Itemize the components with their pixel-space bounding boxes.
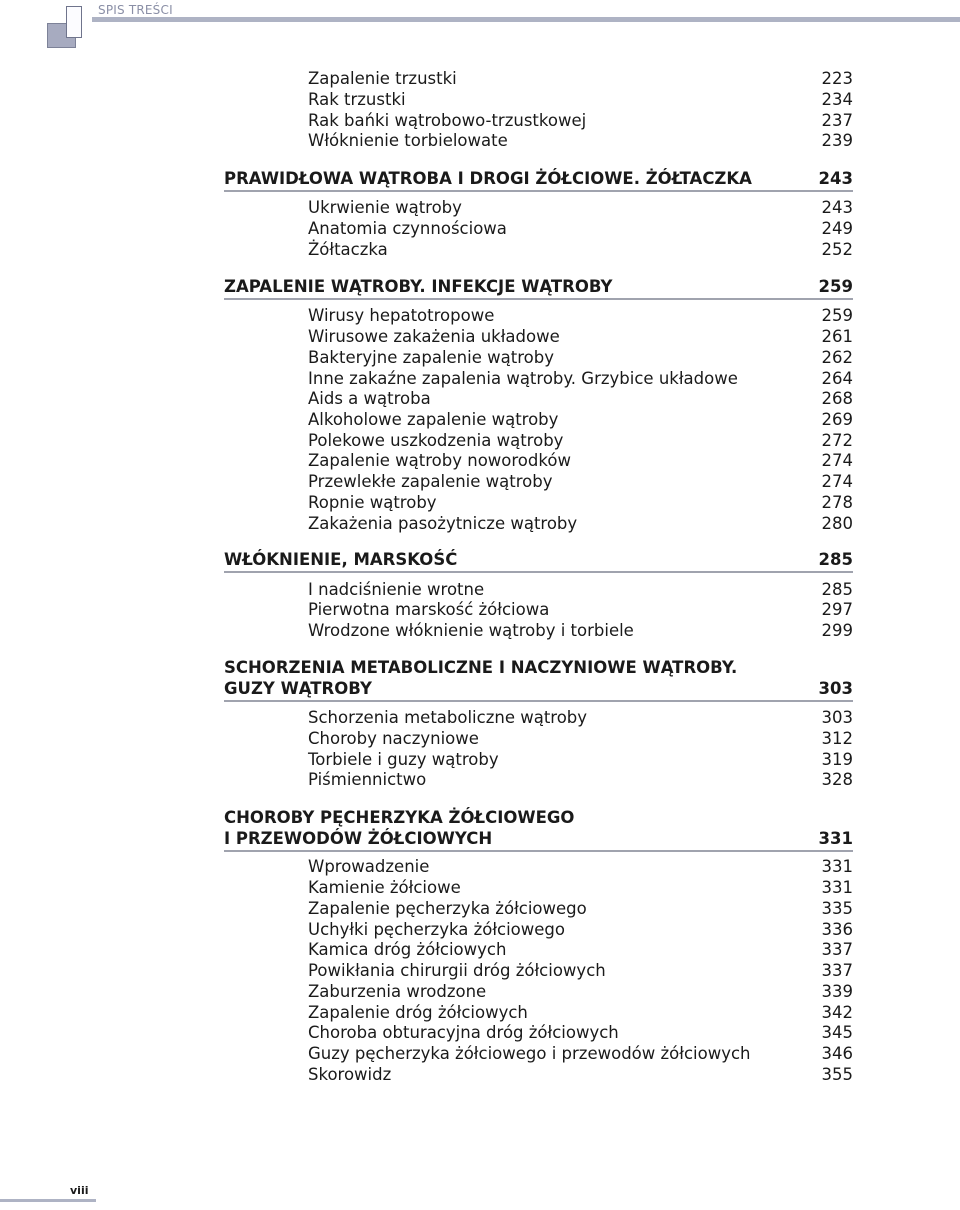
section-title-line-2: GUZY WĄTROBY xyxy=(224,679,372,698)
toc-entry-page: 252 xyxy=(821,240,853,259)
toc-entry-page: 274 xyxy=(821,472,853,491)
toc-entry-title: Uchyłki pęcherzyka żółciowego xyxy=(308,920,565,939)
toc-entry[interactable] xyxy=(308,750,853,770)
toc-entry-title: Guzy pęcherzyka żółciowego i przewodów żółciowych xyxy=(308,1044,751,1063)
toc-entry-title: Rak trzustki xyxy=(308,90,406,109)
toc-section-heading[interactable] xyxy=(224,657,853,702)
toc-section-heading[interactable] xyxy=(224,168,853,192)
toc-entry-page: 239 xyxy=(821,131,853,150)
toc-entry[interactable] xyxy=(308,1065,853,1085)
toc-entry-page: 342 xyxy=(821,1003,853,1022)
toc-entry[interactable] xyxy=(308,708,853,728)
toc-entry[interactable] xyxy=(308,982,853,1002)
section-page: 331 xyxy=(818,829,853,848)
section-page: 243 xyxy=(818,169,853,188)
toc-entry[interactable] xyxy=(308,770,853,790)
toc-entry-title: I nadciśnienie wrotne xyxy=(308,580,485,599)
section-title: PRAWIDŁOWA WĄTROBA I DROGI ŻÓŁCIOWE. ŻÓŁTACZKA xyxy=(224,169,752,188)
toc-entry-page: 268 xyxy=(821,389,853,408)
toc-entry-title: Anatomia czynnościowa xyxy=(308,219,507,238)
toc-entry-title: Powikłania chirurgii dróg żółciowych xyxy=(308,961,606,980)
toc-entry-title: Inne zakaźne zapalenia wątroby. Grzybice układowe xyxy=(308,369,738,388)
header-rule xyxy=(92,17,960,22)
toc-entry-title: Alkoholowe zapalenie wątroby xyxy=(308,410,559,429)
toc-entry-title: Kamica dróg żółciowych xyxy=(308,940,507,959)
toc-entry-page: 299 xyxy=(821,621,853,640)
toc-entry-page: 297 xyxy=(821,600,853,619)
toc-entry[interactable] xyxy=(308,410,853,430)
toc-entry[interactable] xyxy=(308,90,853,110)
toc-entry[interactable] xyxy=(308,1023,853,1043)
toc-entry-title: Włóknienie torbielowate xyxy=(308,131,508,150)
toc-entry-title: Rak bańki wątrobowo-trzustkowej xyxy=(308,111,587,130)
toc-entry-title: Aids a wątroba xyxy=(308,389,431,408)
toc-entry-title: Bakteryjne zapalenie wątroby xyxy=(308,348,554,367)
toc-entry-page: 319 xyxy=(821,750,853,769)
section-page: 303 xyxy=(818,679,853,698)
toc-section-heading[interactable] xyxy=(224,807,853,852)
toc-entry-title: Piśmiennictwo xyxy=(308,770,427,789)
toc-entry[interactable] xyxy=(308,348,853,368)
section-title-line-1: SCHORZENIA METABOLICZNE I NACZYNIOWE WĄTROBY. xyxy=(224,658,738,677)
toc-entry[interactable] xyxy=(308,327,853,347)
toc-entry-title: Wirusowe zakażenia układowe xyxy=(308,327,560,346)
toc-section-heading[interactable] xyxy=(224,549,853,573)
toc-entry-title: Zakażenia pasożytnicze wątroby xyxy=(308,514,578,533)
toc-entry-page: 337 xyxy=(821,961,853,980)
toc-section-heading[interactable] xyxy=(224,276,853,300)
toc-entry-page: 274 xyxy=(821,451,853,470)
footer-page-number: viii xyxy=(70,1184,89,1197)
header-title: SPIS TREŚCI xyxy=(98,3,173,17)
toc-entry-title: Zapalenie trzustki xyxy=(308,69,457,88)
toc-entry[interactable] xyxy=(308,514,853,534)
toc-entry[interactable] xyxy=(308,920,853,940)
toc-entry-title: Zapalenie dróg żółciowych xyxy=(308,1003,528,1022)
toc-entry[interactable] xyxy=(308,729,853,749)
toc-entry-title: Przewlekłe zapalenie wątroby xyxy=(308,472,553,491)
toc-entry-page: 331 xyxy=(821,878,853,897)
toc-entry[interactable] xyxy=(308,131,853,151)
toc-entry-title: Ukrwienie wątroby xyxy=(308,198,462,217)
toc-entry[interactable] xyxy=(308,961,853,981)
toc-entry[interactable] xyxy=(308,369,853,389)
toc-entry-title: Skorowidz xyxy=(308,1065,392,1084)
toc-entry-page: 234 xyxy=(821,90,853,109)
toc-entry[interactable] xyxy=(308,431,853,451)
section-title: ZAPALENIE WĄTROBY. INFEKCJE WĄTROBY xyxy=(224,277,613,296)
toc-entry-page: 259 xyxy=(821,306,853,325)
section-page: 285 xyxy=(818,550,853,569)
toc-entry-page: 339 xyxy=(821,982,853,1001)
toc-entry-page: 272 xyxy=(821,431,853,450)
toc-entry-page: 355 xyxy=(821,1065,853,1084)
toc-entry-title: Zapalenie wątroby noworodków xyxy=(308,451,571,470)
toc-entry-page: 331 xyxy=(821,857,853,876)
toc-entry-page: 285 xyxy=(821,580,853,599)
toc-entry[interactable] xyxy=(308,198,853,218)
section-page: 259 xyxy=(818,277,853,296)
toc-entry-title: Wprowadzenie xyxy=(308,857,430,876)
toc-entry[interactable] xyxy=(308,451,853,471)
toc-entry[interactable] xyxy=(308,69,853,89)
toc-entry[interactable] xyxy=(308,306,853,326)
section-title: WŁÓKNIENIE, MARSKOŚĆ xyxy=(224,550,458,569)
toc-entry[interactable] xyxy=(308,219,853,239)
toc-entry-page: 243 xyxy=(821,198,853,217)
toc-entry[interactable] xyxy=(308,493,853,513)
toc-entry[interactable] xyxy=(308,899,853,919)
section-title-line-1: CHOROBY PĘCHERZYKA ŻÓŁCIOWEGO xyxy=(224,808,575,827)
toc-entry-title: Schorzenia metaboliczne wątroby xyxy=(308,708,588,727)
toc-entry-page: 335 xyxy=(821,899,853,918)
toc-entry-title: Pierwotna marskość żółciowa xyxy=(308,600,550,619)
toc-entry-page: 223 xyxy=(821,69,853,88)
toc-entry[interactable] xyxy=(308,621,853,641)
toc-entry[interactable] xyxy=(308,389,853,409)
toc-entry-title: Torbiele i guzy wątroby xyxy=(308,750,499,769)
toc-entry[interactable] xyxy=(308,600,853,620)
toc-entry-page: 337 xyxy=(821,940,853,959)
toc-entry-page: 264 xyxy=(821,369,853,388)
toc-entry[interactable] xyxy=(308,1044,853,1064)
toc-entry-page: 346 xyxy=(821,1044,853,1063)
toc-entry-page: 249 xyxy=(821,219,853,238)
header-square-small xyxy=(66,6,82,38)
toc-entry[interactable] xyxy=(308,878,853,898)
section-title-line-2: I PRZEWODÓW ŻÓŁCIOWYCH xyxy=(224,829,493,848)
toc-entry[interactable] xyxy=(308,857,853,877)
toc-entry-title: Zapalenie pęcherzyka żółciowego xyxy=(308,899,587,918)
toc-entry-title: Wirusy hepatotropowe xyxy=(308,306,495,325)
toc-entry-page: 237 xyxy=(821,111,853,130)
toc-entry-page: 261 xyxy=(821,327,853,346)
toc-entry[interactable] xyxy=(308,940,853,960)
toc-entry-title: Ropnie wątroby xyxy=(308,493,437,512)
toc-entry-page: 328 xyxy=(821,770,853,789)
toc-entry-title: Wrodzone włóknienie wątroby i torbiele xyxy=(308,621,634,640)
toc-entry[interactable] xyxy=(308,1003,853,1023)
toc-entry[interactable] xyxy=(308,472,853,492)
toc-entry-page: 278 xyxy=(821,493,853,512)
toc-entry[interactable] xyxy=(308,111,853,131)
toc-entry-title: Kamienie żółciowe xyxy=(308,878,461,897)
toc-entry-title: Zaburzenia wrodzone xyxy=(308,982,487,1001)
footer-rule xyxy=(0,1199,96,1202)
toc-entry-page: 269 xyxy=(821,410,853,429)
toc-entry-title: Polekowe uszkodzenia wątroby xyxy=(308,431,564,450)
toc-entry-title: Choroby naczyniowe xyxy=(308,729,479,748)
toc-entry-page: 345 xyxy=(821,1023,853,1042)
toc-entry-page: 280 xyxy=(821,514,853,533)
toc-entry[interactable] xyxy=(308,580,853,600)
toc-entry-page: 303 xyxy=(821,708,853,727)
toc-entry-title: Żółtaczka xyxy=(308,240,388,259)
toc-entry-page: 312 xyxy=(821,729,853,748)
toc-entry-page: 336 xyxy=(821,920,853,939)
toc-entry[interactable] xyxy=(308,240,853,260)
toc-entry-page: 262 xyxy=(821,348,853,367)
toc-entry-title: Choroba obturacyjna dróg żółciowych xyxy=(308,1023,619,1042)
